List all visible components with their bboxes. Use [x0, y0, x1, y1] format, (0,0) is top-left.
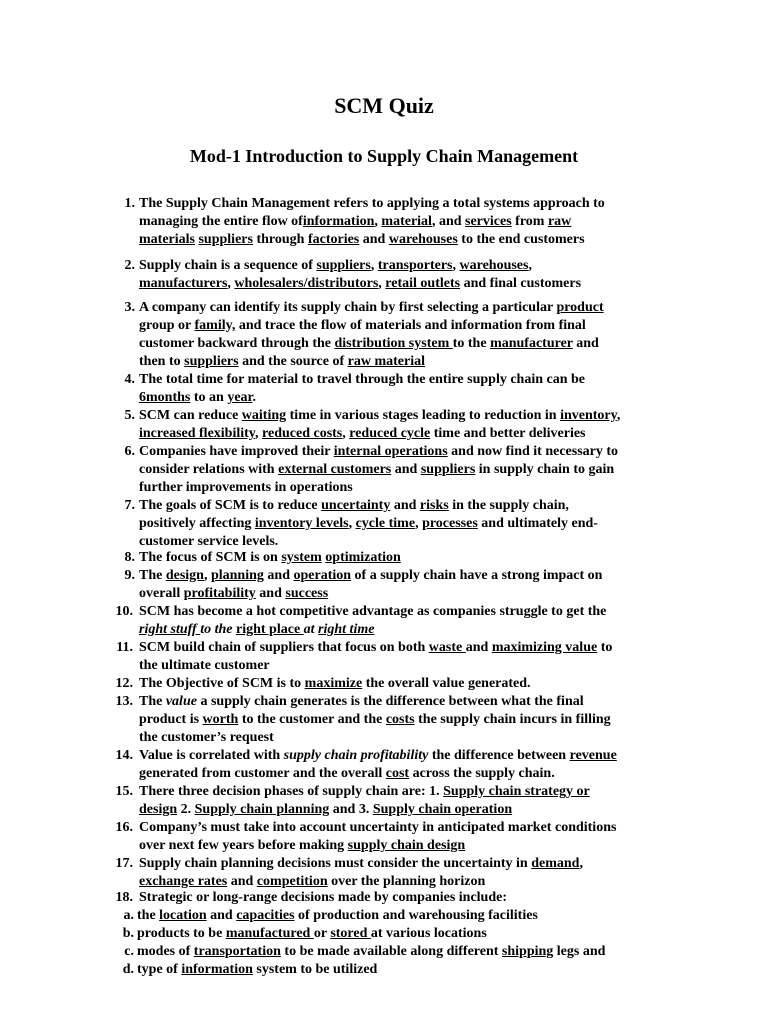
text-run: . [252, 390, 256, 405]
text-run: and [227, 874, 257, 889]
text-run: Companies have improved their [139, 444, 334, 459]
text-run: consider relations with [139, 462, 279, 477]
text-line [139, 213, 659, 231]
text-line [139, 585, 659, 603]
text-line [139, 889, 659, 907]
text-run: further improvements in operations [139, 480, 353, 495]
underlined-term: location [159, 908, 207, 923]
text-line [139, 317, 659, 335]
underlined-term: manufacturers [139, 276, 228, 291]
underlined-term: supply chain design [347, 838, 466, 853]
text-line [139, 353, 659, 371]
text-run: in the supply chain, [448, 498, 569, 513]
item-text [139, 371, 659, 407]
text-run: positively affecting [139, 516, 255, 531]
text-run: The focus of SCM is on [139, 550, 282, 565]
text-run: The total time for material to travel through the entire supply chain can be [139, 372, 586, 387]
underlined-term: stored [330, 926, 371, 941]
text-run: and now find it necessary to [447, 444, 619, 459]
item-text [137, 943, 657, 961]
underlined-term: reduced costs [262, 426, 343, 441]
text-run: the [137, 908, 160, 923]
text-run: The [139, 568, 166, 583]
item-number: 7. [124, 498, 135, 513]
text-run: , [342, 426, 350, 441]
text-line [139, 855, 659, 873]
underlined-term: waste [428, 640, 466, 655]
item-number: b. [122, 926, 134, 941]
underlined-term: Supply chain planning [194, 802, 330, 817]
text-run: and [391, 462, 421, 477]
text-run: a supply chain generates is the difference between what the final [196, 694, 584, 709]
text-run: of a supply chain have a strong impact on [351, 568, 603, 583]
text-line [139, 195, 659, 213]
underlined-term: retail outlets [385, 276, 461, 291]
page-title: SCM Quiz [334, 93, 434, 118]
underlined-term: increased flexibility [139, 426, 256, 441]
text-line [139, 819, 659, 837]
text-line [139, 275, 659, 293]
item-number: 16. [115, 820, 133, 835]
text-run: value [165, 694, 197, 709]
text-run: , [415, 516, 423, 531]
underlined-term: reduced cycle [349, 426, 431, 441]
text-run: the difference between [428, 748, 570, 763]
text-line [139, 657, 659, 675]
underlined-term: product [556, 300, 604, 315]
underlined-term: optimization [325, 550, 401, 565]
underlined-term: cycle time [355, 516, 416, 531]
item-number: 8. [124, 550, 135, 565]
text-run: system to be utilized [252, 962, 378, 977]
text-run: Strategic or long-range decisions made by companies include: [139, 890, 508, 905]
text-line [139, 549, 659, 567]
item-number: 18. [115, 890, 133, 905]
underlined-term: maximize [304, 676, 363, 691]
text-run: and final customers [460, 276, 582, 291]
underlined-term: waiting [241, 408, 287, 423]
item-text [139, 497, 659, 551]
underlined-term: inventory levels [254, 516, 349, 531]
underlined-term: maximizing value [491, 640, 598, 655]
text-run: modes of [137, 944, 194, 959]
text-run: , [616, 408, 621, 423]
text-run: to the [452, 336, 491, 351]
underlined-term: factories [307, 232, 360, 247]
item-text [137, 907, 657, 925]
item-text [139, 675, 659, 693]
text-run: the ultimate customer [139, 658, 270, 673]
underlined-term: shipping [501, 944, 554, 959]
underlined-term: raw material [347, 354, 425, 369]
text-run: , [227, 276, 235, 291]
text-run: then to [139, 354, 185, 369]
item-number: a. [123, 908, 134, 923]
text-run: over next few years before making [139, 838, 348, 853]
underlined-term: manufactured [225, 926, 314, 941]
item-text [139, 855, 659, 891]
text-line [139, 335, 659, 353]
text-run: SCM can reduce [139, 408, 242, 423]
item-text [139, 299, 659, 371]
text-run: managing the entire flow of [139, 214, 303, 229]
underlined-term: information [302, 214, 375, 229]
text-run: and the source of [238, 354, 348, 369]
text-run: to the end customers [457, 232, 585, 247]
underlined-term: revenue [569, 748, 617, 763]
underlined-term: suppliers [316, 258, 371, 273]
underlined-term: suppliers [420, 462, 476, 477]
item-number: 11. [116, 640, 133, 655]
item-number: 6. [124, 444, 135, 459]
item-text [139, 819, 659, 855]
text-run: , [374, 214, 382, 229]
underlined-term: manufacturer [490, 336, 573, 351]
item-text [139, 889, 659, 907]
text-run: or [313, 926, 331, 941]
text-run: to be made available along different [280, 944, 502, 959]
text-run: and [465, 640, 492, 655]
text-run: of production and warehousing facilities [294, 908, 538, 923]
text-run: at [303, 622, 319, 637]
text-run: time and better deliveries [430, 426, 586, 441]
text-run: Company’s must take into account uncertainty in anticipated market conditions [139, 820, 617, 835]
text-line [139, 603, 659, 621]
underlined-term: capacities [236, 908, 295, 923]
underlined-term: right time [318, 622, 375, 637]
text-line [139, 407, 659, 425]
text-run: time in various stages leading to reduction in [286, 408, 561, 423]
text-line [137, 943, 657, 961]
text-line [139, 639, 659, 657]
item-number: 9. [124, 568, 135, 583]
text-line [139, 299, 659, 317]
text-line [139, 461, 659, 479]
text-run: The [139, 694, 166, 709]
module-subtitle: Mod-1 Introduction to Supply Chain Management [189, 146, 579, 166]
underlined-term: warehouses [388, 232, 458, 247]
text-run: The Objective of SCM is to [139, 676, 305, 691]
item-text [139, 783, 659, 819]
underlined-term: Supply chain strategy or [443, 784, 590, 799]
text-line [139, 693, 659, 711]
text-run: customer service levels. [139, 534, 279, 549]
underlined-term: internal operations [333, 444, 448, 459]
text-line [137, 907, 657, 925]
text-run: overall [139, 586, 184, 601]
text-run: , [452, 258, 460, 273]
underlined-term: services [465, 214, 512, 229]
text-run: SCM has become a hot competitive advantage as companies struggle to get the [139, 604, 607, 619]
text-run: and [572, 336, 599, 351]
text-line [139, 567, 659, 585]
text-run: and [206, 908, 237, 923]
text-run: The goals of SCM is to reduce [139, 498, 322, 513]
text-run: and [390, 498, 420, 513]
text-line [139, 389, 659, 407]
text-run: , [255, 426, 263, 441]
text-line [139, 765, 659, 783]
text-run: generated from customer and the overall [139, 766, 386, 781]
text-line [139, 747, 659, 765]
text-run: in supply chain to gain [475, 462, 615, 477]
text-run: supply chain profitability [283, 748, 429, 763]
text-run: , [579, 856, 583, 871]
text-line [139, 515, 659, 533]
underlined-term: family, [194, 318, 236, 333]
underlined-term: external customers [278, 462, 392, 477]
underlined-term: processes [422, 516, 478, 531]
text-run: to an [190, 390, 228, 405]
underlined-term: Supply chain operation [372, 802, 513, 817]
underlined-term: material [381, 214, 432, 229]
underlined-term: right place [236, 622, 304, 637]
text-run: SCM build chain of suppliers that focus on both [139, 640, 429, 655]
item-number: 2. [124, 258, 135, 273]
item-text [139, 747, 659, 783]
text-run: at various locations [370, 926, 487, 941]
item-number: 3. [124, 300, 135, 315]
underlined-term: costs [385, 712, 415, 727]
underlined-term: distribution system [334, 336, 453, 351]
text-run: There three decision phases of supply chain are: 1. [139, 784, 444, 799]
item-text [139, 257, 659, 293]
text-run: group or [139, 318, 195, 333]
text-run: and [263, 568, 294, 583]
text-run: , [528, 258, 532, 273]
text-line [137, 925, 657, 943]
item-text [139, 567, 659, 603]
item-number: 10. [115, 604, 133, 619]
text-run: , [370, 258, 378, 273]
text-line [139, 801, 659, 819]
text-run: products to be [137, 926, 226, 941]
text-run: from [511, 214, 548, 229]
text-run: Supply chain is a sequence of [139, 258, 317, 273]
item-text [137, 961, 657, 979]
text-line [139, 479, 659, 497]
text-run: Supply chain planning decisions must consider the uncertainty in [139, 856, 532, 871]
underlined-term: transporters [377, 258, 453, 273]
item-text [139, 407, 659, 443]
text-run: and [255, 586, 286, 601]
text-run: , [203, 568, 211, 583]
text-line [139, 837, 659, 855]
underlined-term: transportation [193, 944, 281, 959]
text-run: type of [137, 962, 182, 977]
item-number: 13. [115, 694, 133, 709]
text-line [139, 257, 659, 275]
text-run: to [597, 640, 613, 655]
item-text [139, 639, 659, 675]
item-number: 12. [115, 676, 133, 691]
text-line [139, 497, 659, 515]
text-run: through [252, 232, 308, 247]
text-line [139, 783, 659, 801]
underlined-term: wholesalers/distributors [234, 276, 379, 291]
underlined-term: planning [210, 568, 264, 583]
underlined-term: success [285, 586, 329, 601]
underlined-term: materials [139, 232, 195, 247]
item-text [139, 549, 659, 567]
text-run: and ultimately end- [477, 516, 598, 531]
text-line [139, 675, 659, 693]
item-number: 1. [124, 196, 135, 211]
text-run: Value is correlated with [139, 748, 284, 763]
text-line [139, 443, 659, 461]
text-run: legs and [553, 944, 606, 959]
text-run: product is [139, 712, 203, 727]
text-line [139, 621, 659, 639]
underlined-term: risks [419, 498, 449, 513]
underlined-term: year [227, 390, 253, 405]
item-text [139, 195, 659, 249]
underlined-term: system [281, 550, 322, 565]
text-run: the supply chain incurs in filling [414, 712, 611, 727]
text-run: and 3. [329, 802, 373, 817]
text-run: , [378, 276, 386, 291]
item-text [139, 603, 659, 639]
item-number: 15. [115, 784, 133, 799]
underlined-term: right stuff [139, 622, 201, 637]
underlined-term: suppliers [184, 354, 239, 369]
text-run: and trace the flow of materials and information from final [235, 318, 586, 333]
underlined-term: suppliers [198, 232, 253, 247]
item-number: 17. [115, 856, 133, 871]
text-run: over the planning horizon [327, 874, 486, 889]
underlined-term: worth [202, 712, 239, 727]
text-run: customer backward through the [139, 336, 335, 351]
item-number: 4. [124, 372, 135, 387]
text-run: and [359, 232, 389, 247]
underlined-term: information [181, 962, 253, 977]
text-line [139, 729, 659, 747]
underlined-term: inventory [560, 408, 617, 423]
item-number: 5. [124, 408, 135, 423]
underlined-term: operation [293, 568, 352, 583]
item-number: 14. [115, 748, 133, 763]
underlined-term: profitability [183, 586, 256, 601]
text-run: to the [200, 622, 236, 637]
text-line [139, 231, 659, 249]
text-line [139, 425, 659, 443]
item-number: c. [124, 944, 134, 959]
underlined-term: 6months [139, 390, 191, 405]
underlined-term: warehouses [459, 258, 529, 273]
item-text [139, 693, 659, 747]
text-run: across the supply chain. [409, 766, 555, 781]
text-run: 2. [177, 802, 195, 817]
item-text [139, 443, 659, 497]
text-line [139, 711, 659, 729]
item-number: d. [122, 962, 134, 977]
text-run: A company can identify its supply chain by first selecting a particular [139, 300, 557, 315]
underlined-term: competition [256, 874, 328, 889]
text-line [137, 961, 657, 979]
underlined-term: design [139, 802, 178, 817]
text-line [139, 371, 659, 389]
underlined-term: design [165, 568, 204, 583]
item-text [137, 925, 657, 943]
underlined-term: cost [385, 766, 410, 781]
text-run: the overall value generated. [362, 676, 531, 691]
underlined-term: demand [531, 856, 580, 871]
underlined-term: exchange rates [139, 874, 228, 889]
underlined-term: uncertainty [321, 498, 391, 513]
text-run: , [348, 516, 356, 531]
underlined-term: raw [547, 214, 572, 229]
text-run: to the customer and the [238, 712, 386, 727]
text-run: The Supply Chain Management refers to applying a total systems approach to [139, 196, 605, 211]
text-run: the customer’s request [139, 730, 274, 745]
text-run: , and [431, 214, 466, 229]
